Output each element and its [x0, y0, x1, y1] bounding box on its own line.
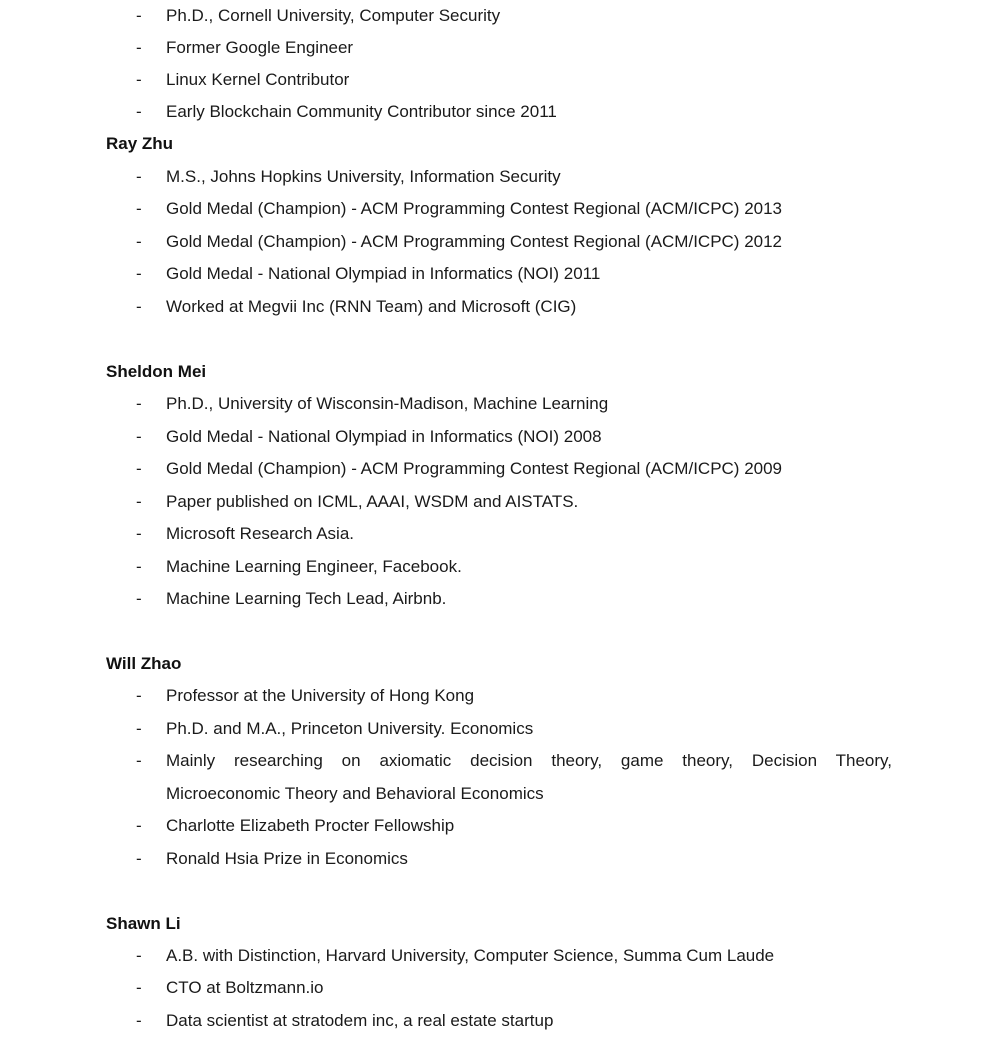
list-item-continuation — [0, 778, 1000, 810]
list-item — [0, 518, 1000, 550]
list-item-text: Gold Medal - National Olympiad in Informatics (NOI) 2011 — [166, 264, 601, 283]
bullet-dash: - — [136, 167, 142, 186]
list-item-text: Machine Learning Engineer, Facebook. — [166, 557, 462, 576]
list-item-text: Professor at the University of Hong Kong — [166, 686, 475, 705]
list-item — [0, 258, 1000, 290]
list-item-text: Gold Medal (Champion) - ACM Programming Contest Regional (ACM/ICPC) 2013 — [166, 199, 783, 218]
list-item — [0, 486, 1000, 518]
list-item — [0, 940, 1000, 972]
list-item-text: A.B. with Distinction, Harvard University, Computer Science, Summa Cum Laude — [166, 946, 775, 965]
person-heading-ray-zhu — [0, 128, 1000, 160]
list-item — [0, 713, 1000, 745]
list-item — [0, 551, 1000, 583]
bullet-dash: - — [136, 297, 142, 316]
list-item-text: Ronald Hsia Prize in Economics — [166, 849, 408, 868]
bullet-dash: - — [136, 70, 142, 89]
list-item-text: Gold Medal (Champion) - ACM Programming Contest Regional (ACM/ICPC) 2012 — [166, 232, 783, 251]
list-item-text: Ph.D., Cornell University, Computer Security — [166, 6, 501, 25]
bullet-dash: - — [136, 394, 142, 413]
list-item-text: Former Google Engineer — [166, 38, 354, 57]
list-item — [0, 583, 1000, 615]
list-item-text: Microeconomic Theory and Behavioral Economics — [166, 784, 544, 803]
list-item — [0, 64, 1000, 96]
person-name: Will Zhao — [106, 654, 182, 673]
list-item — [0, 1005, 1000, 1037]
list-item-text: Gold Medal (Champion) - ACM Programming Contest Regional (ACM/ICPC) 2009 — [166, 459, 783, 478]
bullet-dash: - — [136, 492, 142, 511]
person-name: Ray Zhu — [106, 134, 174, 153]
bullet-dash: - — [136, 557, 142, 576]
bullet-dash: - — [136, 102, 142, 121]
bullet-dash: - — [136, 199, 142, 218]
list-item-text: M.S., Johns Hopkins University, Information Security — [166, 167, 561, 186]
list-item-text: Mainly researching on axiomatic decision theory, game theory, Decision Theory, — [166, 751, 892, 770]
list-item — [0, 745, 1000, 777]
list-item-text: Gold Medal - National Olympiad in Informatics (NOI) 2008 — [166, 427, 602, 446]
list-item-text: Data scientist at stratodem inc, a real estate startup — [166, 1011, 554, 1030]
bullet-dash: - — [136, 849, 142, 868]
bullet-dash: - — [136, 686, 142, 705]
bullet-dash: - — [136, 38, 142, 57]
list-item-text: Machine Learning Tech Lead, Airbnb. — [166, 589, 447, 608]
list-item — [0, 972, 1000, 1004]
bullet-dash: - — [136, 816, 142, 835]
list-item — [0, 680, 1000, 712]
list-item — [0, 421, 1000, 453]
list-item — [0, 810, 1000, 842]
bullet-dash: - — [136, 719, 142, 738]
list-item-text: Microsoft Research Asia. — [166, 524, 355, 543]
bullet-dash: - — [136, 946, 142, 965]
bullet-dash: - — [136, 751, 142, 770]
bullet-dash: - — [136, 1011, 142, 1030]
list-item-text: Early Blockchain Community Contributor since 2011 — [166, 102, 557, 121]
bullet-dash: - — [136, 978, 142, 997]
list-item-text: CTO at Boltzmann.io — [166, 978, 324, 997]
person-name: Shawn Li — [106, 914, 181, 933]
list-item — [0, 193, 1000, 225]
person-heading-shawn-li — [0, 908, 1000, 940]
list-item — [0, 0, 1000, 32]
list-item — [0, 32, 1000, 64]
list-item — [0, 453, 1000, 485]
list-item-text: Charlotte Elizabeth Procter Fellowship — [166, 816, 455, 835]
person-name: Sheldon Mei — [106, 362, 207, 381]
list-item — [0, 843, 1000, 875]
list-item — [0, 388, 1000, 420]
list-item — [0, 161, 1000, 193]
person-heading-sheldon-mei — [0, 356, 1000, 388]
list-item — [0, 291, 1000, 323]
list-item-text: Linux Kernel Contributor — [166, 70, 350, 89]
bullet-dash: - — [136, 427, 142, 446]
list-item-text: Paper published on ICML, AAAI, WSDM and AISTATS. — [166, 492, 579, 511]
list-item — [0, 226, 1000, 258]
bullet-dash: - — [136, 6, 142, 25]
bullet-dash: - — [136, 589, 142, 608]
bullet-dash: - — [136, 459, 142, 478]
bullet-dash: - — [136, 524, 142, 543]
person-heading-will-zhao — [0, 648, 1000, 680]
list-item — [0, 96, 1000, 128]
bullet-dash: - — [136, 264, 142, 283]
bullet-dash: - — [136, 232, 142, 251]
list-item-text: Ph.D. and M.A., Princeton University. Economics — [166, 719, 534, 738]
list-item-text: Worked at Megvii Inc (RNN Team) and Microsoft (CIG) — [166, 297, 577, 316]
list-item-text: Ph.D., University of Wisconsin-Madison, Machine Learning — [166, 394, 609, 413]
